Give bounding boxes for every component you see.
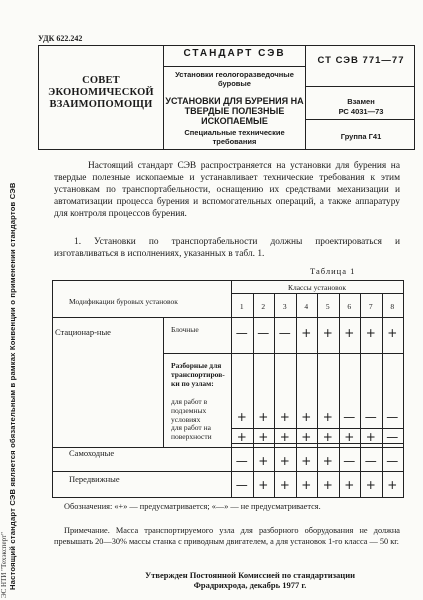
- plus-mark: +: [365, 478, 376, 492]
- table-caption: Таблица 1: [310, 266, 356, 276]
- dash-mark: —: [235, 454, 248, 468]
- standard-code: СТ СЭВ 771—77: [317, 55, 405, 66]
- table-rule: [231, 428, 403, 429]
- plus-mark: +: [279, 430, 290, 444]
- replaces-note: Взамен РС 4031—73: [338, 97, 384, 116]
- side-watermark: ЭС НТИ "Техэксперт": [0, 532, 8, 598]
- plus-mark: +: [279, 410, 290, 424]
- table-rule: [163, 353, 403, 354]
- plus-mark: +: [301, 326, 312, 340]
- plus-mark: +: [344, 478, 355, 492]
- dash-mark: —: [343, 454, 356, 468]
- dash-mark: —: [386, 454, 399, 468]
- plus-mark: +: [322, 478, 333, 492]
- class-number: 5: [325, 302, 330, 311]
- plus-mark: +: [387, 326, 398, 340]
- table-row-label: для работ на поверхности: [171, 423, 212, 441]
- plus-mark: +: [387, 478, 398, 492]
- organization-name: СОВЕТ ЭКОНОМИЧЕСКОЙ ВЗАИМОПОМОЩИ: [48, 75, 154, 110]
- plus-mark: +: [301, 478, 312, 492]
- table-row-label: для работ в подземных условиях: [171, 397, 208, 424]
- plus-mark: +: [301, 410, 312, 424]
- plus-mark: +: [301, 430, 312, 444]
- plus-mark: +: [301, 454, 312, 468]
- plus-mark: +: [236, 430, 247, 444]
- plus-mark: +: [344, 326, 355, 340]
- plus-mark: +: [322, 454, 333, 468]
- plus-mark: +: [322, 326, 333, 340]
- table-rule: [53, 471, 403, 472]
- legend-note: Обозначения: «+» — предусматривается; «—» — не предусматривается.: [64, 502, 321, 511]
- class-number: 7: [368, 302, 373, 311]
- table-row-label: Самоходные: [69, 448, 115, 458]
- dash-mark: —: [364, 410, 377, 424]
- class-number: 1: [239, 302, 244, 311]
- plus-mark: +: [258, 478, 269, 492]
- dash-mark: —: [257, 326, 270, 340]
- plus-mark: +: [258, 454, 269, 468]
- group-stationary: Стационар-ные: [55, 327, 111, 337]
- group-code: Группа Г41: [340, 132, 382, 141]
- udk-code: УДК 622.242: [38, 34, 83, 43]
- class-number: 8: [390, 302, 395, 311]
- col-header-classes: Классы установок: [287, 283, 347, 292]
- table-row-label: Блочные: [171, 325, 199, 334]
- class-number: 6: [347, 302, 352, 311]
- plus-mark: +: [365, 430, 376, 444]
- title-main: УСТАНОВКИ ДЛЯ БУРЕНИЯ НА ТВЕРДЫЕ ПОЛЕЗНЫЕ ИСКОПАЕМЫЕ: [165, 96, 304, 126]
- side-text: Настоящий стандарт СЭВ является обязательным в рамках Конвенции о применении стандартов СЭВ: [8, 182, 17, 590]
- plus-mark: +: [279, 454, 290, 468]
- plus-mark: +: [258, 430, 269, 444]
- plus-mark: +: [258, 410, 269, 424]
- dash-mark: —: [343, 410, 356, 424]
- plus-mark: +: [322, 410, 333, 424]
- table-row-label: Передвижные: [69, 474, 120, 484]
- approval-footer: Утвержден Постоянной Комиссией по стандартизации Фрадрихрода, декабрь 1977 г.: [144, 570, 356, 590]
- plus-mark: +: [365, 326, 376, 340]
- title-sub: Специальные технические требования: [184, 128, 285, 146]
- intro-paragraph: Настоящий стандарт СЭВ распространяется на установки для бурения на твердые полезные ископаемые и устанавливает технические требования к этим установкам по транспортабельности, оснащению их средствами механизации и автоматизации процесса бурения и вспомогательных операций, а также аппаратуру для контроля процессов бурения.: [54, 161, 400, 219]
- plus-mark: +: [344, 430, 355, 444]
- dash-mark: —: [386, 430, 399, 444]
- remark-note: Примечание. Масса транспортируемого узла для разборного оборудования не должна превышать 20—30% массы станка с приводным двигателем, а для установок 1-го класса — 50 кг.: [54, 526, 400, 546]
- class-number: 3: [282, 302, 287, 311]
- table-rule: [163, 317, 164, 447]
- dash-mark: —: [364, 454, 377, 468]
- table-row-label: Разборные для транспортиров-ки по узлам:: [171, 361, 225, 388]
- standard-label: СТАНДАРТ СЭВ: [183, 48, 286, 59]
- plus-mark: +: [322, 430, 333, 444]
- classes-table: [52, 280, 404, 498]
- plus-mark: +: [279, 478, 290, 492]
- dash-mark: —: [235, 326, 248, 340]
- class-number: 4: [304, 302, 309, 311]
- table-rule: [53, 317, 403, 318]
- title-small: Установки геологоразведочные буровые: [175, 70, 294, 88]
- table-rule: [231, 443, 403, 444]
- plus-mark: +: [236, 410, 247, 424]
- class-number: 2: [261, 302, 266, 311]
- dash-mark: —: [386, 410, 399, 424]
- dash-mark: —: [278, 326, 291, 340]
- col-header-modifications: Модификации буровых установок: [69, 297, 178, 306]
- dash-mark: —: [235, 478, 248, 492]
- clause-1: 1. Установки по транспортабельности должны проектироваться и изготавливаться в исполнениях, указанных в табл. 1.: [54, 237, 400, 259]
